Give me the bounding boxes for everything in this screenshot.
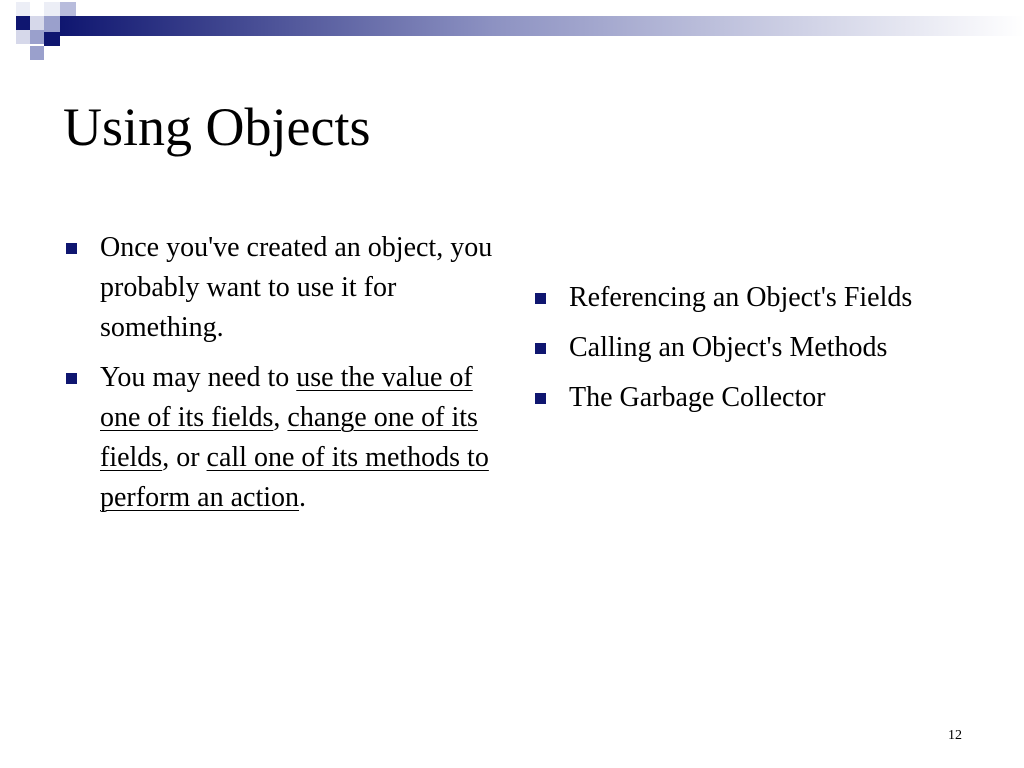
bullet-item — [532, 328, 1002, 368]
slide-title: Using Objects — [63, 97, 371, 157]
bullet-separator: , or — [162, 442, 207, 473]
square-bullet-icon — [535, 293, 546, 304]
left-column — [63, 228, 503, 528]
header-square — [44, 32, 60, 46]
header-square — [44, 16, 60, 32]
change-field-link[interactable]: change one of its fields — [100, 402, 478, 473]
left-bullet-list — [63, 228, 503, 518]
square-bullet-icon — [535, 393, 546, 404]
header-square — [30, 46, 44, 60]
bullet-item — [532, 278, 1002, 318]
page-number: 12 — [948, 728, 962, 743]
square-bullet-icon — [535, 343, 546, 354]
header-square — [60, 2, 76, 16]
bullet-lead-text: You may need to — [100, 362, 297, 393]
header-decoration-graphic — [0, 0, 1024, 68]
right-column — [532, 278, 1002, 428]
bullet-item — [63, 358, 503, 518]
bullet-text: Referencing an Object's Fields — [569, 282, 913, 313]
header-square — [30, 30, 44, 44]
bullet-item — [532, 378, 1002, 418]
bullet-end-punctuation: . — [299, 482, 307, 513]
header-square — [16, 16, 30, 30]
use-field-value-link[interactable]: use the value of one of its fields — [100, 362, 473, 433]
bullet-text — [100, 362, 489, 513]
call-method-link[interactable]: call one of its methods to perform an action — [100, 442, 489, 513]
square-bullet-icon — [66, 243, 77, 254]
bullet-text: Calling an Object's Methods — [569, 332, 888, 363]
bullet-separator: , — [273, 402, 288, 433]
right-bullet-list — [532, 278, 1002, 418]
bullet-text: Once you've created an object, you probably want to use it for something. — [100, 232, 493, 343]
header-square — [16, 30, 30, 44]
square-bullet-icon — [66, 373, 77, 384]
header-square — [16, 2, 30, 16]
bullet-text: The Garbage Collector — [569, 382, 826, 413]
header-square — [30, 16, 44, 30]
header-decoration — [0, 0, 1024, 68]
header-gradient-bar — [60, 16, 1024, 36]
header-square — [44, 2, 60, 16]
bullet-item — [63, 228, 503, 348]
